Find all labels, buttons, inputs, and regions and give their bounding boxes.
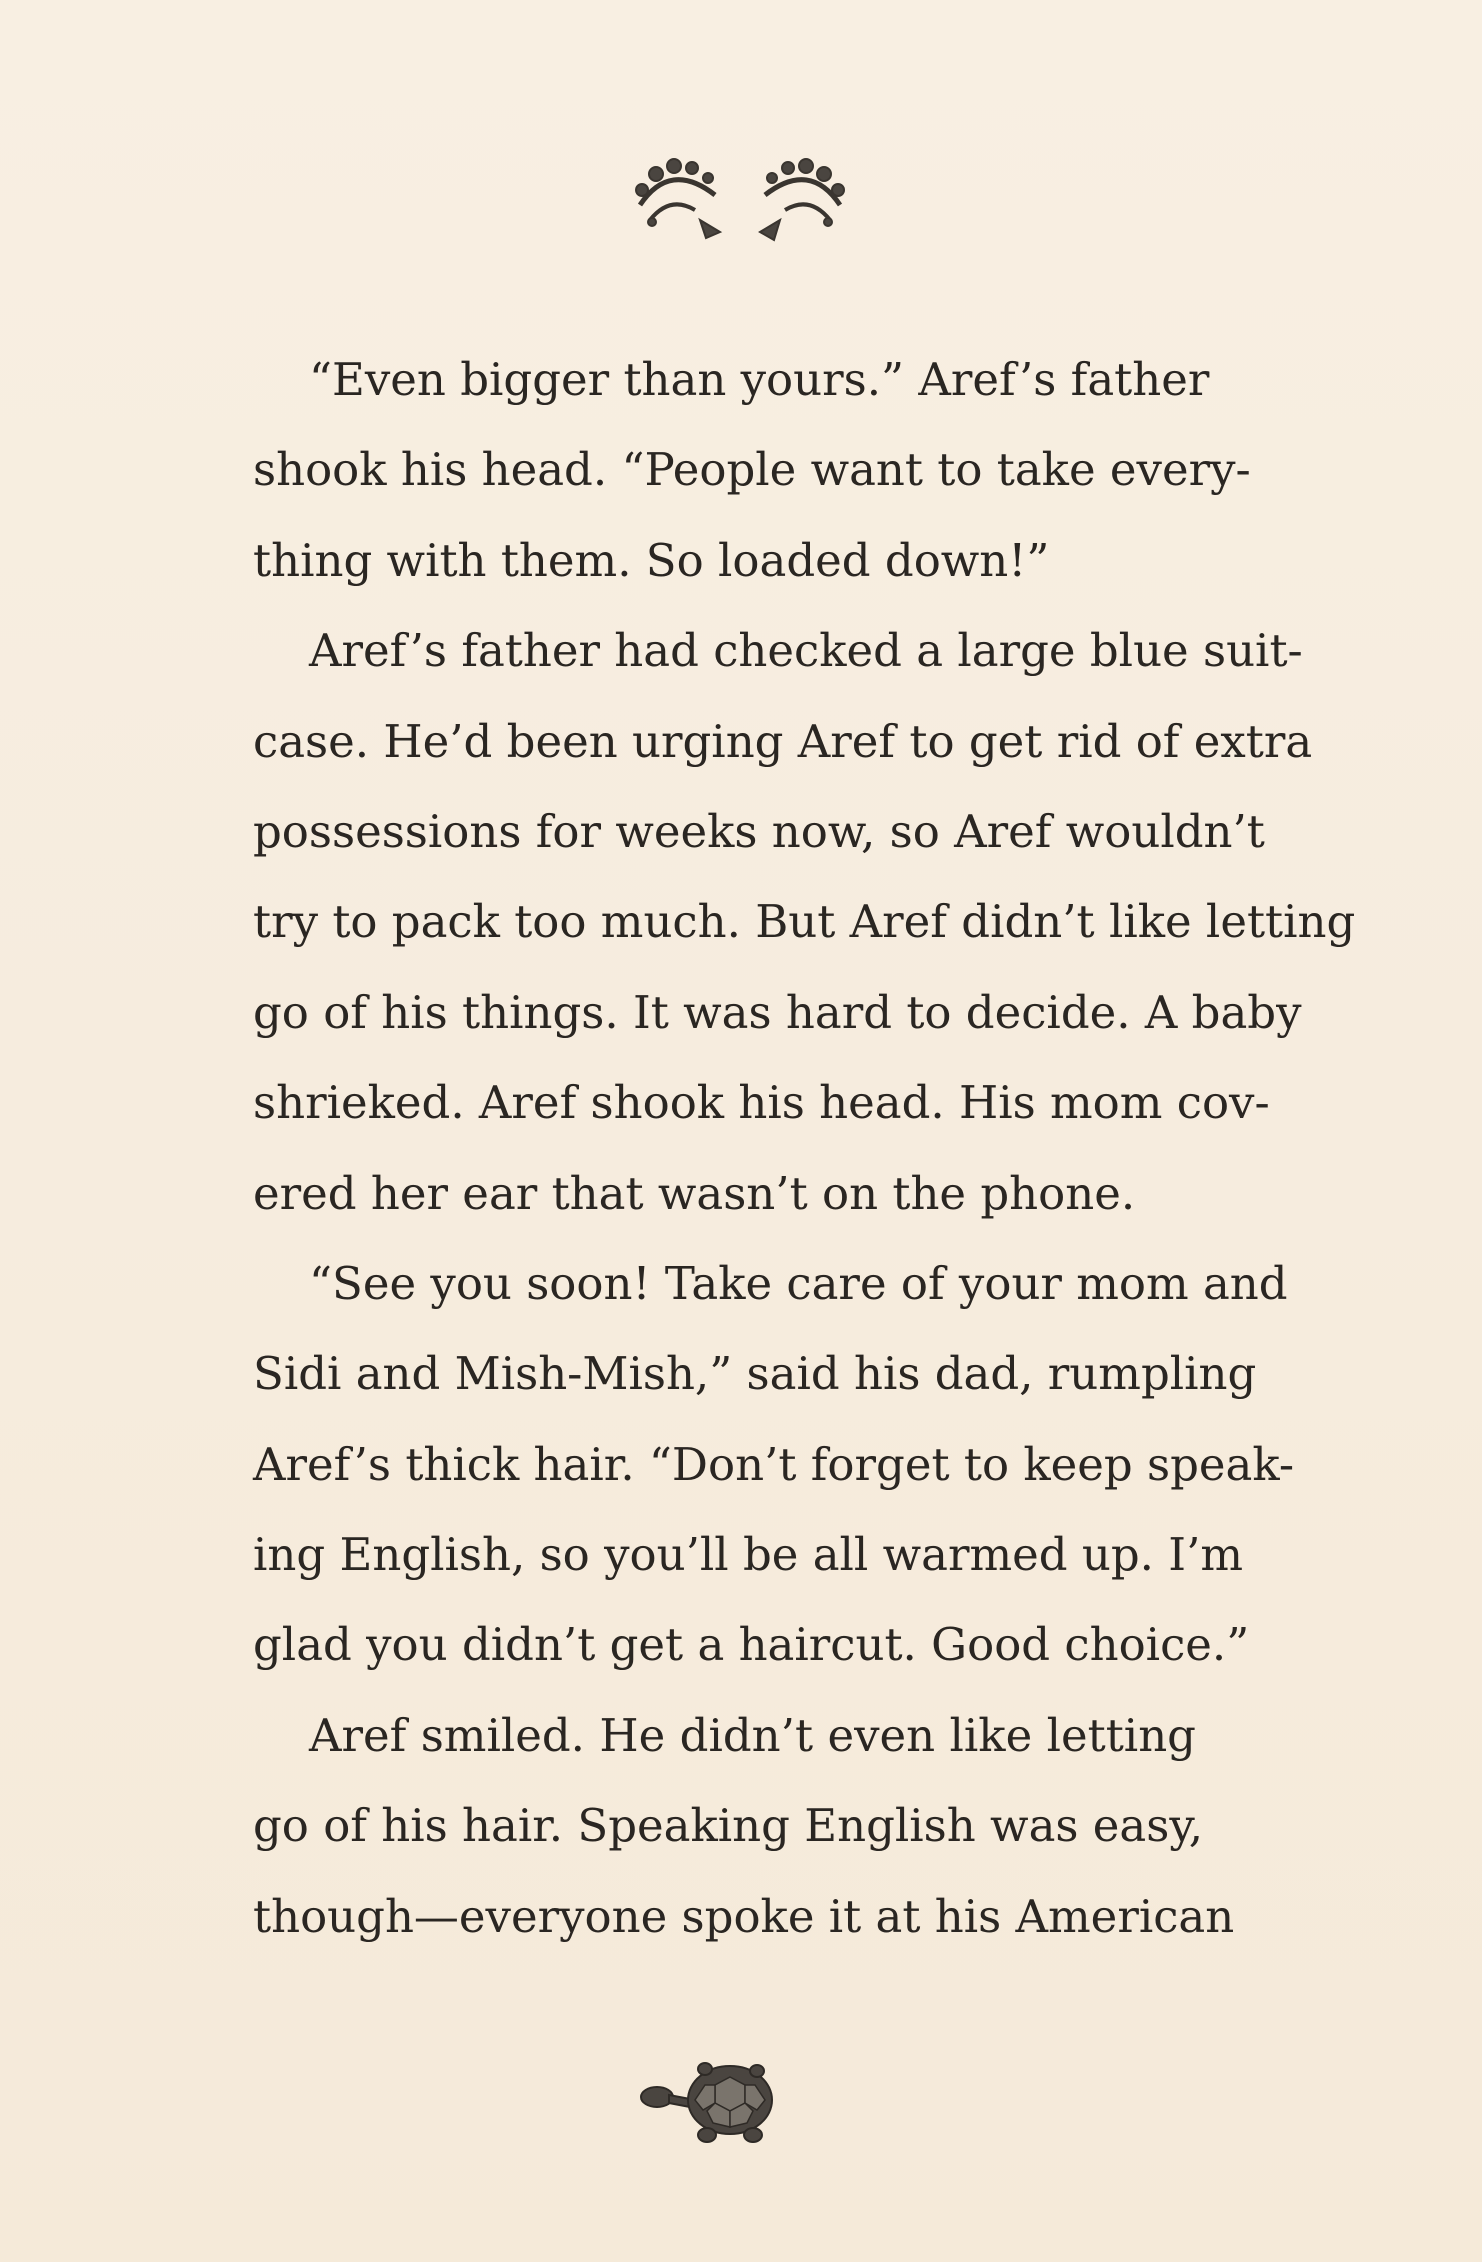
text-line: though—everyone spoke it at his American (253, 1889, 1235, 1943)
text-line: ered her ear that wasn’t on the phone. (253, 1166, 1136, 1220)
turtle-ornament-icon (635, 2055, 785, 2150)
text-line: “Even bigger than yours.” Aref’s father (309, 353, 1210, 406)
text-line: try to pack too much. But Aref didn’t like letting (253, 895, 1356, 949)
body-text (253, 335, 1356, 1962)
text-line: possessions for weeks now, so Aref wouldn’t (253, 804, 1265, 858)
text-line: case. He’d been urging Aref to get rid of extra (253, 714, 1313, 768)
text-line: ing English, so you’ll be all warmed up. I’m (253, 1528, 1244, 1582)
text-line: “See you soon! Take care of your mom and (309, 1256, 1288, 1310)
text-line: Aref’s father had checked a large blue suit- (309, 624, 1303, 678)
flourish-ornament-icon (620, 150, 860, 250)
paragraph (253, 606, 1356, 1239)
text-line: thing with them. So loaded down!” (253, 533, 1050, 587)
paragraph (253, 335, 1251, 606)
text-line: glad you didn’t get a haircut. Good choice.” (253, 1618, 1250, 1672)
text-line: shrieked. Aref shook his head. His mom cov- (253, 1076, 1270, 1130)
text-line: shook his head. “People want to take every- (253, 443, 1251, 497)
text-line: Aref’s thick hair. “Don’t forget to keep speak- (253, 1437, 1295, 1491)
paragraph (253, 1691, 1235, 1962)
text-line: Aref smiled. He didn’t even like letting (309, 1708, 1196, 1762)
text-line: go of his things. It was hard to decide. A baby (253, 985, 1302, 1039)
text-line: Sidi and Mish-Mish,” said his dad, rumpling (253, 1347, 1257, 1401)
paragraph (253, 1239, 1295, 1691)
text-line: go of his hair. Speaking English was easy, (253, 1799, 1204, 1853)
